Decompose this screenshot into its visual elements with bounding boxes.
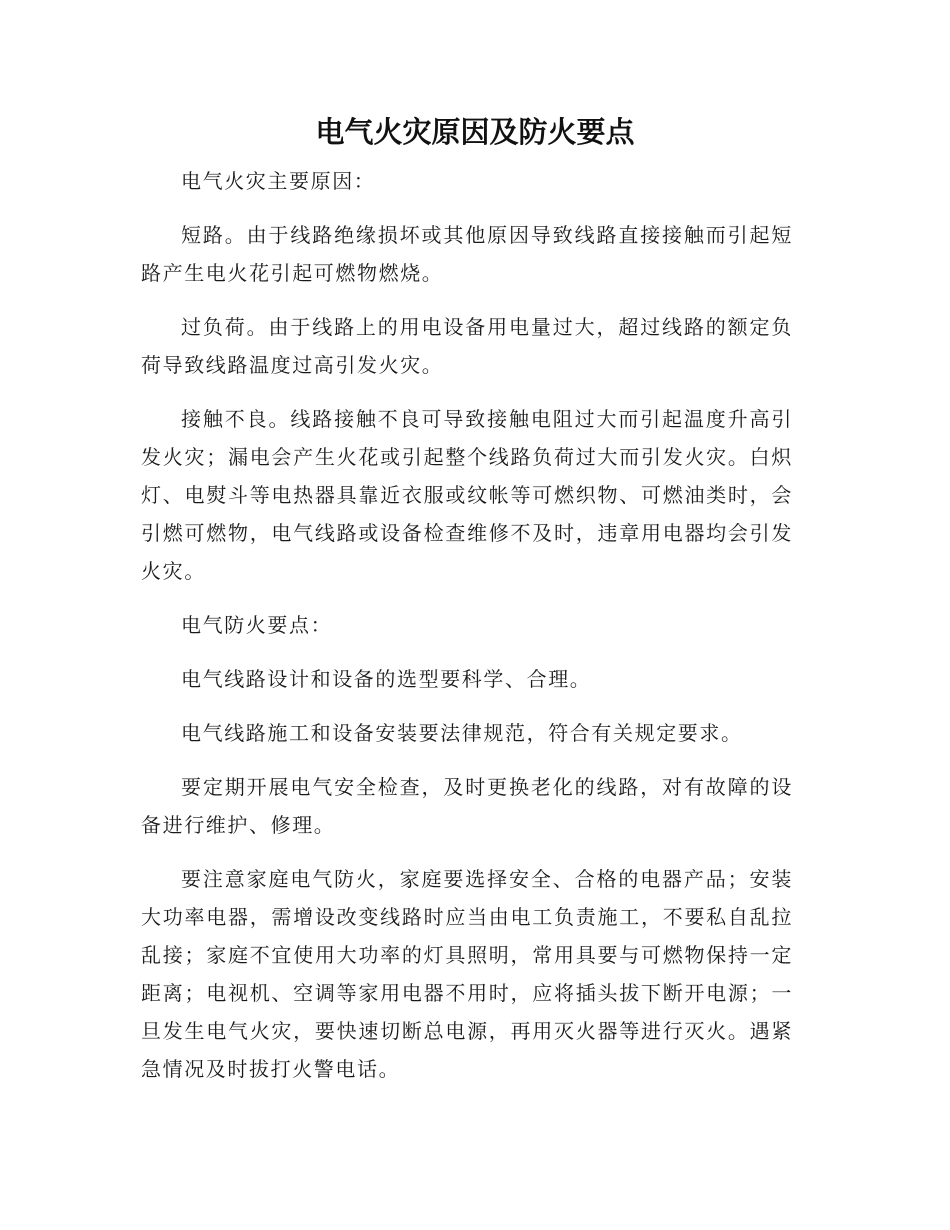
document-body <box>141 162 793 1104</box>
paragraph-household: 要注意家庭电气防火，家庭要选择安全、合格的电器产品；安装大功率电器，需增设改变线路时应当由电工负责施工，不要私自乱拉乱接；家庭不宜使用大功率的灯具照明，常用具要与可燃物保持一定距离；电视机、空调等家用电器不用时，应将插头拔下断开电源；一旦发生电气火灾，要快速切断总电源，再用灭火器等进行灭火。遇紧急情况及时拔打火警电话。 <box>141 867 793 1081</box>
document-title: 电气火灾原因及防火要点 <box>315 115 635 149</box>
paragraph-short-circuit: 短路。由于线路绝缘损坏或其他原因导致线路直接接触而引起短路产生电火花引起可燃物燃烧。 <box>141 223 793 285</box>
paragraph-inspection: 要定期开展电气安全检查，及时更换老化的线路，对有故障的设备进行维护、修理。 <box>141 775 793 837</box>
paragraph-installation: 电气线路施工和设备安装要法律规范，符合有关规定要求。 <box>181 721 743 745</box>
paragraph-causes-heading: 电气火灾主要原因： <box>181 169 376 193</box>
paragraph-prevention-heading: 电气防火要点： <box>181 613 333 637</box>
paragraph-design: 电气线路设计和设备的选型要科学、合理。 <box>181 667 592 691</box>
paragraph-poor-contact: 接触不良。线路接触不良可导致接触电阻过大而引起温度升高引发火灾；漏电会产生火花或引起整个线路负荷过大而引发火灾。白炽灯、电熨斗等电热器具靠近衣服或纹帐等可燃织物、可燃油类时，会引燃可燃物，电气线路或设备检查维修不及时，违章用电器均会引发火灾。 <box>141 407 793 583</box>
paragraph-overload: 过负荷。由于线路上的用电设备用电量过大，超过线路的额定负荷导致线路温度过高引发火灾。 <box>141 315 793 377</box>
